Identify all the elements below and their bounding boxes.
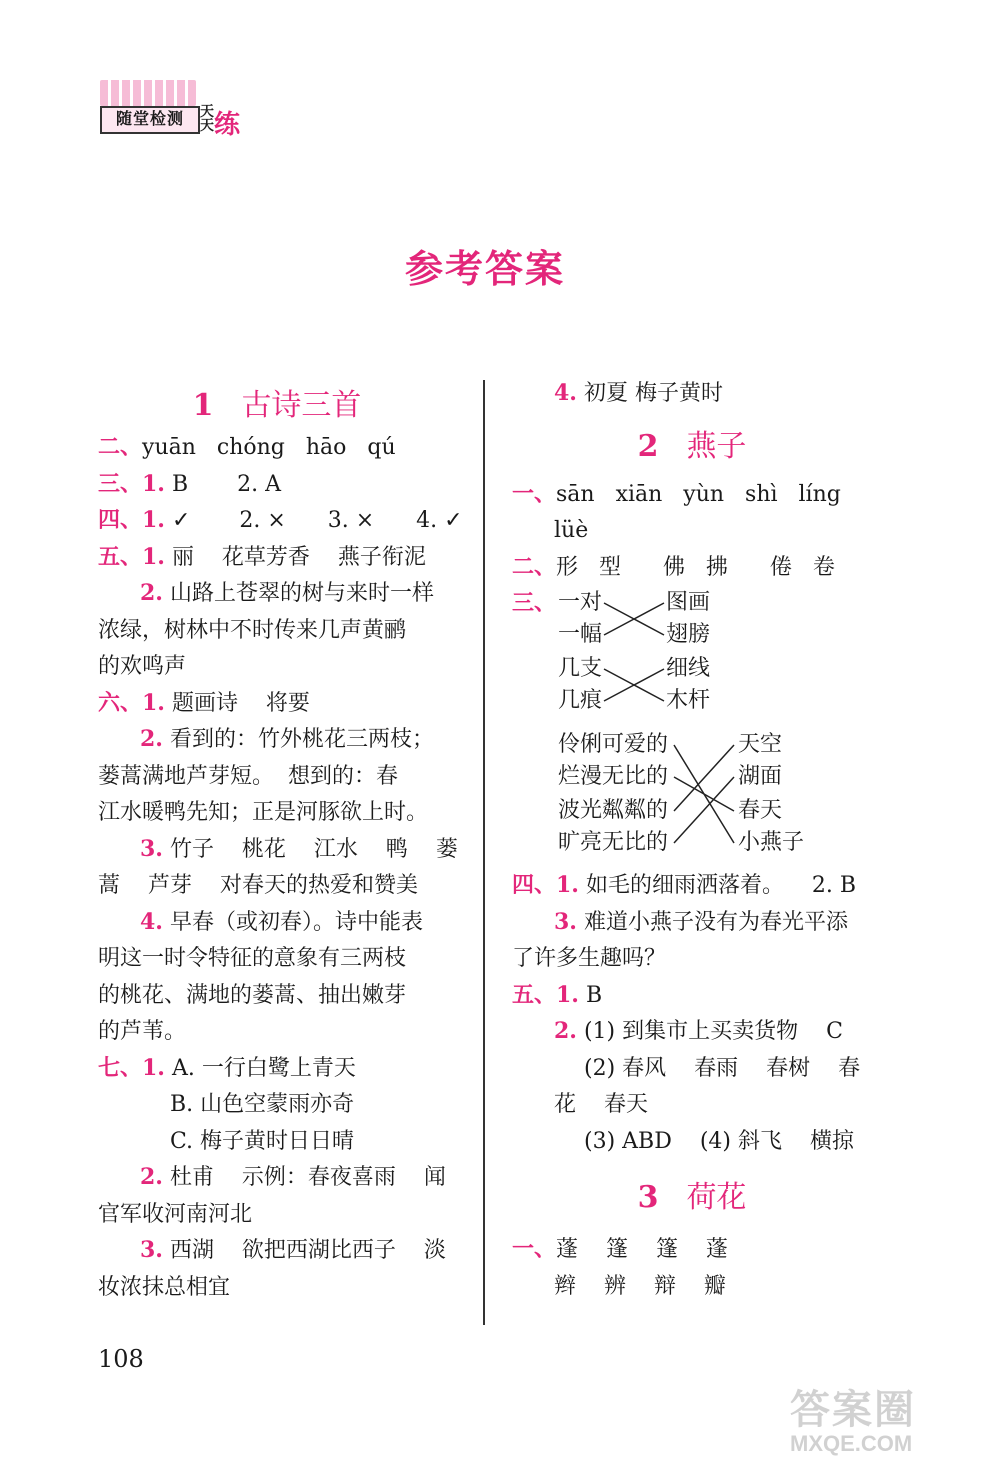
lesson-name: 燕子 xyxy=(686,428,747,464)
answer-line xyxy=(98,685,456,722)
match-left: 烂漫无比的 xyxy=(558,764,669,789)
answer-text: A. 一行白鹭上青天 xyxy=(164,1055,356,1081)
answer-line xyxy=(512,1268,872,1305)
answer-marker: 一、 xyxy=(512,1236,557,1262)
answer-marker: 二、 xyxy=(98,434,143,460)
answer-line xyxy=(98,1050,456,1087)
answer-text: 明这一时令特征的意象有三两枝 xyxy=(98,946,407,971)
answer-marker: 四、1. xyxy=(98,507,165,533)
answer-text: sān xiān yùn shì líng xyxy=(556,481,841,507)
answer-marker: 2. xyxy=(140,726,163,752)
answer-line xyxy=(98,502,463,539)
answer-line xyxy=(512,904,872,941)
answer-line xyxy=(98,539,456,576)
answer-text: 花 春天 xyxy=(554,1092,648,1117)
answer-marker: 七、1. xyxy=(98,1054,165,1081)
match-left: 一幅 xyxy=(558,622,603,647)
answer-marker: 五、1. xyxy=(98,543,165,570)
lesson-2-answers-b xyxy=(512,867,872,1159)
match-left: 伶俐可爱的 xyxy=(558,732,669,757)
answer-line xyxy=(98,648,456,685)
lesson-1-answers xyxy=(98,429,463,1305)
logo-lian: 练 xyxy=(214,109,241,139)
match-left: 一对 xyxy=(558,590,603,615)
answer-line xyxy=(98,867,456,904)
match-left: 几痕 xyxy=(558,688,603,713)
answer-marker: 3. xyxy=(140,1237,163,1263)
answer-text: 形 型 佛 拂 倦 卷 xyxy=(556,554,835,580)
answer-line xyxy=(512,1086,872,1123)
answer-line xyxy=(512,512,872,549)
answer-line xyxy=(98,1196,456,1233)
left-column xyxy=(98,375,463,1305)
answer-text: 了许多生趣吗？ xyxy=(512,946,667,971)
answer-line xyxy=(512,867,872,904)
answer-text: 山路上苍翠的树与来时一样 xyxy=(162,581,434,606)
match-right: 细线 xyxy=(666,656,711,681)
answer-text: 蒿 芦芽 对春天的热爱和赞美 xyxy=(98,873,418,898)
answer-text: 早春（或初春）。诗中能表 xyxy=(162,909,423,935)
answer-line: 4. 初夏 梅子黄时 xyxy=(554,380,723,406)
answer-line xyxy=(98,1013,456,1050)
answer-line xyxy=(98,721,456,758)
answer-text: B. 山色空蒙雨亦奇 xyxy=(170,1092,355,1117)
match-label: 三、 xyxy=(512,590,557,616)
match-right: 小燕子 xyxy=(738,830,805,855)
page-number: 108 xyxy=(98,1345,144,1373)
lesson-1-title xyxy=(98,375,456,429)
answer-line xyxy=(98,1269,456,1306)
match-left: 旷亮无比的 xyxy=(558,830,669,855)
answer-text: 如毛的细雨洒落着。 2. B xyxy=(578,873,857,898)
answer-line xyxy=(512,1231,872,1268)
answer-text: 妆浓抹总相宜 xyxy=(98,1274,231,1300)
answer-text: 西湖 欲把西湖比西子 淡 xyxy=(162,1238,446,1263)
lesson-3-answers xyxy=(512,1231,872,1304)
answer-marker: 4. xyxy=(140,908,163,935)
answer-line xyxy=(512,940,872,977)
answer-marker: 三、1. xyxy=(98,470,165,497)
answer-line xyxy=(98,758,456,795)
lesson-number: 3 xyxy=(637,1180,659,1215)
answer-text: B xyxy=(578,982,603,1008)
answer-text: ✓ 2. × 3. × 4. ✓ xyxy=(164,508,463,533)
lesson-3-title xyxy=(512,1175,872,1221)
answer-line xyxy=(512,1123,872,1160)
watermark-text: 答案圈 xyxy=(790,1388,916,1432)
answer-marker: 3. xyxy=(140,835,163,862)
lesson-2-answers-a xyxy=(512,476,872,586)
answer-marker: 2. xyxy=(554,1018,577,1044)
column-divider xyxy=(483,380,485,1325)
answer-text: C. 梅子黄时日日晴 xyxy=(170,1128,355,1154)
answer-text: 江水暖鸭先知；正是河豚欲上时。 xyxy=(98,800,429,825)
answer-line xyxy=(98,575,456,612)
match-right: 湖面 xyxy=(738,764,783,789)
answer-line xyxy=(98,466,456,503)
match-right: 天空 xyxy=(738,732,783,757)
lesson-number: 2 xyxy=(637,428,659,464)
answer-line xyxy=(512,1013,872,1050)
matching-block-2 xyxy=(512,727,872,867)
answer-marker: 五、1. xyxy=(512,981,579,1008)
answer-line xyxy=(98,1086,456,1123)
answer-text: 浓绿，树林中不时传来几声黄鹂 xyxy=(98,617,407,643)
answer-text: lüè xyxy=(554,518,589,543)
answer-line xyxy=(98,831,456,868)
answer-line xyxy=(98,612,456,649)
answer-text: B 2. A xyxy=(164,471,281,497)
answer-text: (2) 春风 春雨 春树 春 xyxy=(584,1055,861,1081)
answer-line xyxy=(98,977,456,1014)
answer-text: 丽 花草芳香 燕子衔泥 xyxy=(164,544,426,570)
match-right: 木杆 xyxy=(666,688,711,713)
answer-marker: 二、 xyxy=(512,553,557,580)
answer-marker: 一、 xyxy=(512,480,557,507)
logo-tian: 天天 xyxy=(200,103,214,133)
answer-text: 官军收河南河北 xyxy=(98,1201,253,1227)
page-title: 参考答案 xyxy=(404,249,565,291)
answer-line xyxy=(98,429,456,466)
answer-text: 蒌蒿满地芦芽短。 想到的：春 xyxy=(98,763,398,789)
lesson-2-title xyxy=(512,424,872,470)
answer-text: 看到的：竹外桃花三两枝； xyxy=(162,727,434,752)
answer-marker: 六、1. xyxy=(98,689,165,716)
match-right: 图画 xyxy=(666,590,711,615)
answer-line xyxy=(98,1159,456,1196)
watermark-url: MXQE.COM xyxy=(790,1431,913,1456)
answer-line xyxy=(512,549,872,586)
logo-badge: 随堂检测 xyxy=(100,106,200,134)
answer-text: 的芦苇。 xyxy=(98,1019,187,1044)
answer-text: 蓬 篷 篷 蓬 xyxy=(556,1237,728,1262)
lesson-name: 荷花 xyxy=(686,1180,747,1215)
brand-logo xyxy=(100,80,241,139)
answer-marker: 四、1. xyxy=(512,872,579,898)
answer-marker: 3. xyxy=(554,908,577,935)
answer-marker: 2. xyxy=(140,1164,163,1190)
answer-line xyxy=(98,904,456,941)
answer-text: (1) 到集市上买卖货物 C xyxy=(576,1019,843,1044)
match-left: 波光粼粼的 xyxy=(558,798,669,823)
matching-block-1 xyxy=(512,585,872,713)
lesson-name: 古诗三首 xyxy=(241,388,362,423)
lesson-number: 1 xyxy=(192,388,214,423)
answer-line xyxy=(98,1232,456,1269)
right-column xyxy=(512,375,872,1304)
answer-text: 的欢鸣声 xyxy=(98,654,187,679)
answer-line xyxy=(512,1050,872,1087)
watermark xyxy=(790,1378,990,1458)
match-left: 几支 xyxy=(558,656,603,681)
answer-text: yuān chóng hāo qú xyxy=(142,435,396,460)
answer-line xyxy=(512,977,872,1014)
answer-text: 题画诗 将要 xyxy=(164,690,310,716)
answer-text: 杜甫 示例：春夜喜雨 闻 xyxy=(162,1165,446,1190)
match-right: 春天 xyxy=(738,798,783,823)
answer-line xyxy=(98,940,456,977)
answer-text: 的桃花、满地的蒌蒿、抽出嫩芽 xyxy=(98,982,407,1008)
answer-text: 难道小燕子没有为春光平添 xyxy=(576,909,848,935)
match-right: 翅膀 xyxy=(666,622,711,647)
answer-text: 辫 辨 辩 瓣 xyxy=(554,1273,726,1299)
answer-line xyxy=(98,794,456,831)
logo-stripes xyxy=(100,80,196,106)
answer-text: 竹子 桃花 江水 鸭 蒌 xyxy=(162,836,458,862)
answer-marker: 2. xyxy=(140,580,163,606)
answer-line xyxy=(512,476,872,513)
answer-line xyxy=(98,1123,456,1160)
answer-text: (3) ABD (4) 斜飞 横掠 xyxy=(584,1128,854,1154)
